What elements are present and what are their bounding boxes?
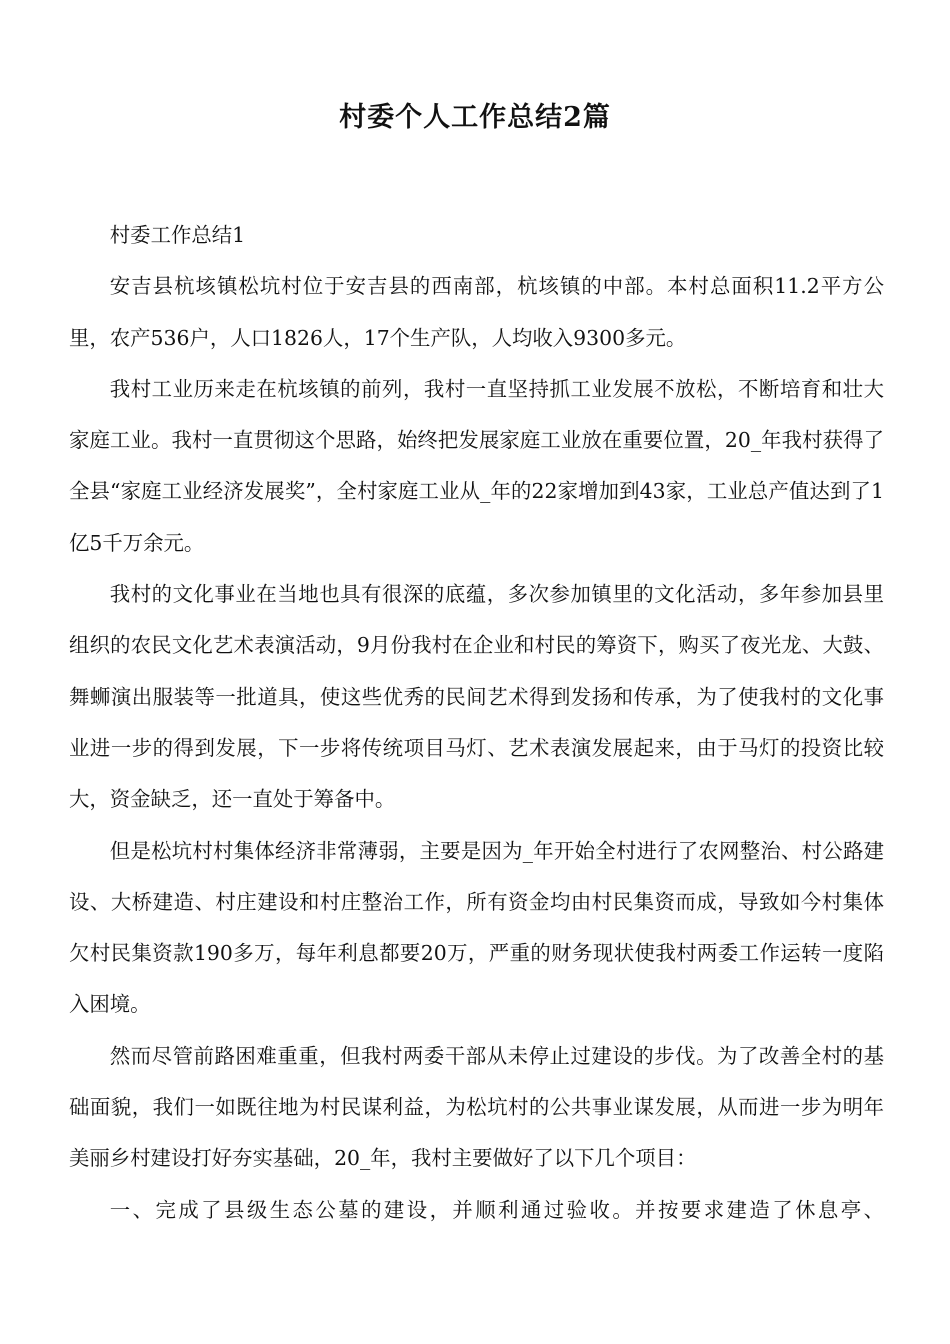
paragraph-village-overview: 安吉县杭垓镇松坑村位于安吉县的西南部，杭垓镇的中部。本村总面积11.2平方公里，农产536户，人口1826人，17个生产队，人均收入9300多元。 (69, 274, 884, 350)
paragraph-industry: 我村工业历来走在杭垓镇的前列，我村一直坚持抓工业发展不放松，不断培育和壮大家庭工业。我村一直贯彻这个思路，始终把发展家庭工业放在重要位置，20_年我村获得了全县“家庭工业经济发展奖”，全村家庭工业从_年的22家增加到43家，工业总产值达到了1亿5千万余元。 (69, 376, 884, 555)
paragraph-economy: 但是松坑村村集体经济非常薄弱，主要是因为_年开始全村进行了农网整治、村公路建设、大桥建造、村庄建设和村庄整治工作，所有资金均由村民集资而成，导致如今村集体欠村民集资款190多万，每年利息都要20万，严重的财务现状使我村两委工作运转一度陷入困境。 (69, 838, 884, 1017)
document-body (69, 210, 884, 1236)
paragraph-culture: 我村的文化事业在当地也具有很深的底蕴，多次参加镇里的文化活动，多年参加县里组织的农民文化艺术表演活动，9月份我村在企业和村民的筹资下，购买了夜光龙、大鼓、舞蛳演出服装等一批道具，使这些优秀的民间艺术得到发扬和传承，为了使我村的文化事业进一步的得到发展，下一步将传统项目马灯、艺术表演发展起来，由于马灯的投资比较大，资金缺乏，还一直处于筹备中。 (69, 582, 884, 812)
document-title: 村委个人工作总结2篇 (339, 102, 611, 133)
paragraph-construction: 然而尽管前路困难重重，但我村两委干部从未停止过建设的步伐。为了改善全村的基础面貌，我们一如既往地为村民谋利益，为松坑村的公共事业谋发展，从而进一步为明年美丽乡村建设打好夯实基础，20_年，我村主要做好了以下几个项目： (69, 1043, 884, 1171)
paragraph-section-heading: 村委工作总结1 (109, 223, 246, 247)
paragraph-item-one: 一、完成了县级生态公墓的建设，并顺利通过验收。并按要求建造了休息亭、 (109, 1197, 884, 1222)
